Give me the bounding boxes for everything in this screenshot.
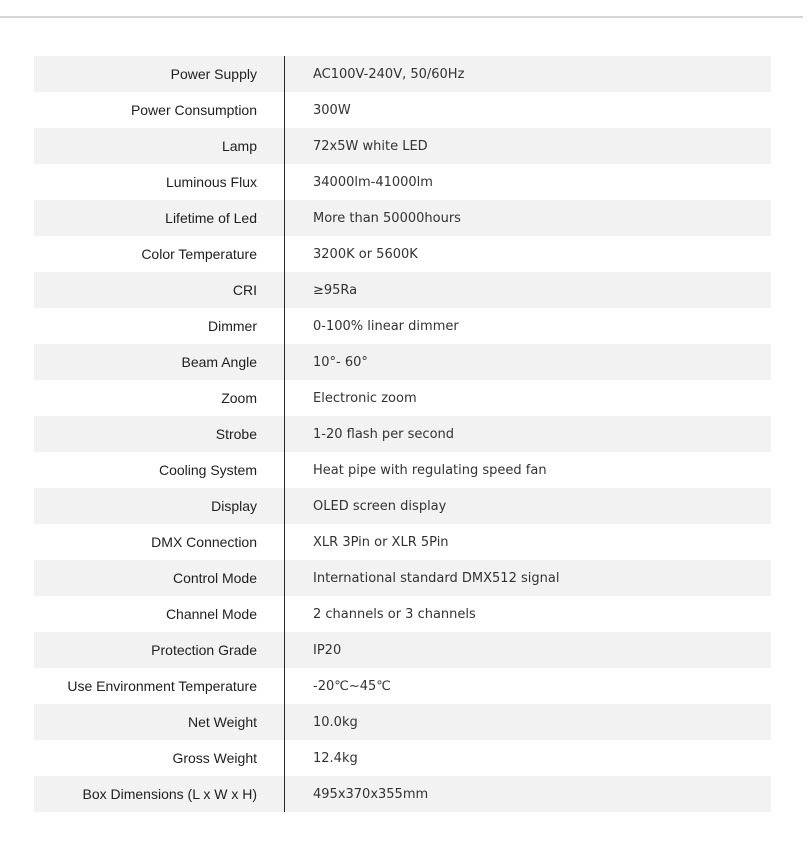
spec-value: 495x370x355mm: [313, 786, 429, 802]
spec-value: 34000lm-41000lm: [313, 174, 433, 190]
spec-label: Color Temperature: [141, 246, 257, 262]
spec-value: IP20: [313, 642, 342, 658]
spec-value: OLED screen display: [313, 498, 447, 514]
spec-label: Power Consumption: [130, 102, 257, 118]
spec-label: Beam Angle: [181, 354, 257, 370]
spec-table: [34, 56, 771, 812]
spec-label: Lamp: [221, 138, 257, 154]
spec-value: International standard DMX512 signal: [313, 570, 560, 586]
spec-label: Lifetime of Led: [165, 210, 257, 226]
spec-row: [34, 56, 771, 92]
spec-row: [34, 92, 771, 128]
spec-row: [34, 740, 771, 776]
spec-value: ≥95Ra: [313, 282, 358, 298]
spec-label: CRI: [232, 282, 257, 298]
spec-value: 10.0kg: [313, 714, 358, 730]
spec-row: [34, 344, 771, 380]
spec-label: Power Supply: [170, 66, 257, 82]
spec-row: [34, 272, 771, 308]
spec-row: [34, 164, 771, 200]
spec-value: 2 channels or 3 channels: [313, 606, 476, 622]
spec-value: More than 50000hours: [313, 210, 461, 226]
spec-row: [34, 308, 771, 344]
spec-value: 12.4kg: [313, 750, 358, 766]
spec-label: DMX Connection: [151, 534, 257, 550]
spec-label: Gross Weight: [172, 750, 257, 766]
spec-label: Display: [211, 498, 257, 514]
top-divider: [0, 16, 803, 18]
spec-value: 1-20 flash per second: [313, 426, 455, 442]
spec-row: [34, 236, 771, 272]
column-divider: [284, 56, 285, 812]
spec-row: [34, 776, 771, 812]
spec-label: Luminous Flux: [165, 174, 257, 190]
spec-value: 0-100% linear dimmer: [313, 318, 459, 334]
spec-row: [34, 704, 771, 740]
spec-label: Protection Grade: [151, 642, 257, 658]
spec-value: AC100V-240V, 50/60Hz: [313, 66, 465, 82]
spec-label: Cooling System: [158, 462, 257, 478]
spec-label: Control Mode: [172, 570, 257, 586]
spec-row: [34, 524, 771, 560]
spec-value: XLR 3Pin or XLR 5Pin: [313, 534, 449, 550]
spec-label: Dimmer: [208, 318, 257, 334]
spec-value: 72x5W white LED: [313, 138, 428, 154]
spec-label: Use Environment Temperature: [67, 678, 257, 694]
spec-label: Zoom: [221, 390, 257, 406]
spec-label: Net Weight: [188, 714, 257, 730]
spec-row: [34, 452, 771, 488]
spec-row: [34, 488, 771, 524]
spec-row: [34, 668, 771, 704]
spec-row: [34, 380, 771, 416]
spec-label: Channel Mode: [165, 606, 257, 622]
spec-row: [34, 200, 771, 236]
spec-value: -20℃~45℃: [313, 678, 391, 694]
spec-row: [34, 560, 771, 596]
spec-label: Strobe: [215, 426, 257, 442]
spec-value: 3200K or 5600K: [313, 246, 418, 262]
spec-row: [34, 596, 771, 632]
spec-label: Box Dimensions (L x W x H): [82, 786, 257, 802]
spec-value: 10°- 60°: [313, 354, 368, 370]
spec-value: Heat pipe with regulating speed fan: [313, 462, 547, 478]
spec-row: [34, 416, 771, 452]
spec-row: [34, 632, 771, 668]
spec-value: Electronic zoom: [313, 390, 417, 406]
spec-row: [34, 128, 771, 164]
spec-value: 300W: [313, 102, 351, 118]
